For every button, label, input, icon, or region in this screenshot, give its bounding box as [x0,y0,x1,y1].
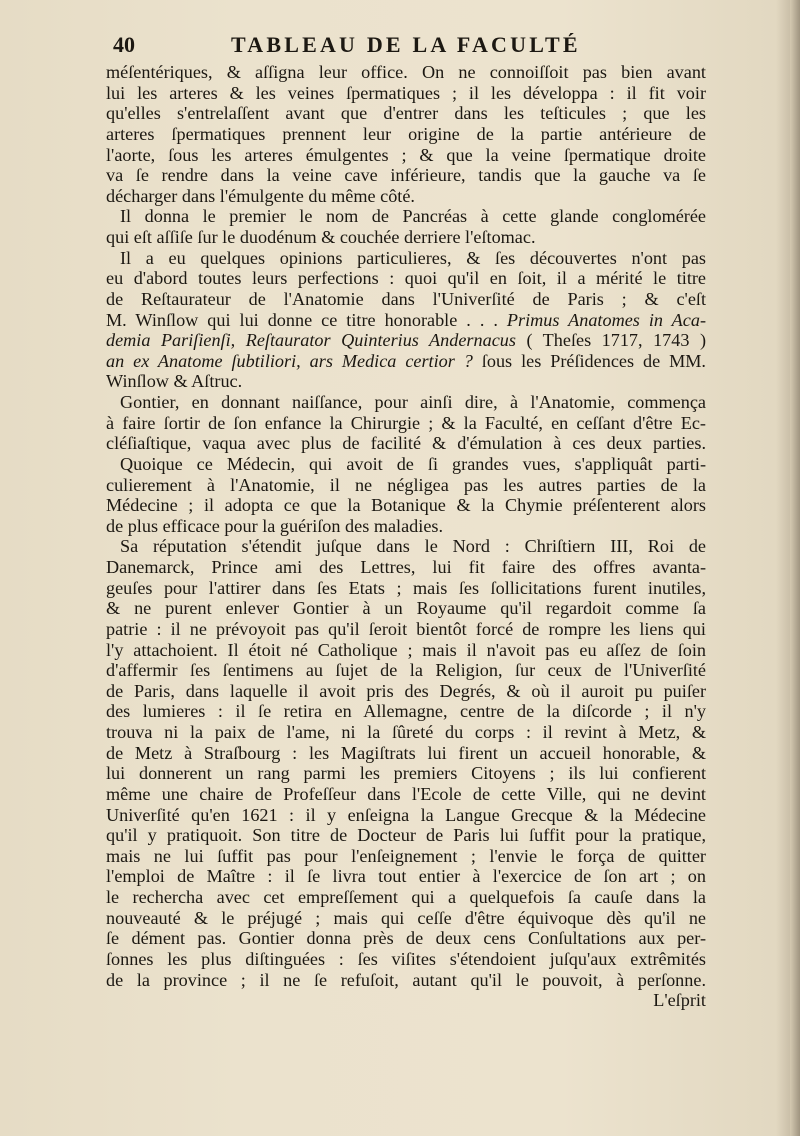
paragraph-start-line: Quoique ce Médecin, qui avoit de ſi grandes vues, s'appliquât parti- [120,453,706,474]
body-text [106,62,706,1011]
text-line: qui eſt aſſiſe ſur le duodénum & couchée derriere l'eſtomac. [106,227,536,247]
text-line: Médecine ; il adopta ce que la Botanique & la Chymie préſenterent alors [106,495,706,516]
latin-quotation: demia Pariſienſi, Reſtaurator Quinterius Andernacus [106,330,516,351]
paragraph-start-line: Gontier, en donnant naiſſance, pour ainſi dire, à l'Anatomie, commença [120,392,706,412]
text-line: ſe dément pas. Gontier donna près de deux cens Conſultations aux per- [106,928,706,949]
text-line: le rechercha avec cet empreſſement qui a quelquefois ſa cauſe dans la [106,887,706,907]
text-line: an ex Anatome ſubtiliori, ars Medica certior ? ſous les Préſidences de MM. [106,350,706,371]
text-line: va ſe rendre dans la veine cave inférieure, tandis que la gauche va ſe [106,165,706,186]
paragraph-start-line: Il a eu quelques opinions particulieres, & ſes découvertes n'ont pas [120,247,706,268]
text-line: des lumieres : il ſe retira en Allemagne, centre de la diſcorde ; il n'y [106,701,706,722]
text-line: lui donnerent un rang parmi les premiers Citoyens ; ils lui confierent [106,763,706,784]
running-title: TABLEAU DE LA FACULTÉ [231,32,581,57]
text-line: de plus efficace pour la guériſon des maladies. [106,515,444,536]
text-line: Univerſité qu'en 1621 : il y enſeigna la Langue Grecque & la Médecine [106,804,706,825]
paragraph-start-line: Il donna le premier le nom de Pancréas à cette glande conglomérée [120,206,706,227]
text-line: patrie : il ne prévoyoit pas qu'il ſeroit bientôt forcé de rompre les liens qui [106,618,706,639]
text-line: même une chaire de Profeſſeur dans l'Ecole de cette Ville, qui ne devint [106,783,706,804]
latin-quotation: an ex Anatome ſubtiliori, ars Medica certior ? [106,350,473,371]
latin-quotation: Primus Anatomes in Aca- [506,309,706,330]
text-line: demia Pariſienſi, Reſtaurator Quinterius Andernacus ( Theſes 1717, 1743 ) [106,330,706,351]
page-number: 40 [113,32,135,57]
text-line: qu'il y pratiquoit. Son titre de Docteur de Paris lui ſuffit pour la pratique, [106,825,706,846]
text-line: trouva ni la paix de l'ame, ni la ſûreté du corps : il revint à Metz, & [106,722,706,742]
text-line: de Paris, dans laquelle il avoit pris des Degrés, & où il auroit pu puiſer [106,680,706,701]
text-line: cléſiaſtique, vaqua avec plus de facilité & d'émulation à ces deux parties. [106,433,706,454]
text-line: méſentériques, & aſſigna leur office. On ne connoiſſoit pas bien avant [106,62,706,82]
text-line: culierement à l'Anatomie, il ne négligea pas les autres parties de la [106,474,706,495]
paragraph-start-line: Sa réputation s'étendit juſque dans le Nord : Chriſtiern III, Roi de [120,536,706,557]
text-line: lui les arteres & les veines ſpermatiques ; il les développa : il fit voir [106,82,706,103]
text-line: Danemarck, Prince ami des Lettres, lui fit faire des offres avanta- [106,557,706,577]
text-line: l'emploi de Maître : il ſe livra tout entier à l'exercice de ſon art ; on [106,866,706,887]
text-line: nouveauté & le préjugé ; mais qui ceſſe d'être équivoque dès qu'il ne [106,907,706,928]
catchword: L'eſprit [653,990,706,1011]
text-line: à faire ſortir de ſon enfance la Chirurgie ; & la Faculté, en ceſſant d'être Ec- [106,412,706,433]
text-line: qu'elles s'entrelaſſent avant que d'entrer dans les teſticules ; que les [106,103,706,124]
text-line: arteres ſpermatiques prennent leur origine de la partie antérieure de [106,123,706,144]
text-line: M. Winſlow qui lui donne ce titre honorable . . . Primus Anatomes in Aca- [106,309,706,330]
text-line: de Reſtaurateur de l'Anatomie dans l'Univerſité de Paris ; & c'eſt [106,288,706,309]
text-line: geuſes pour l'attirer dans ſes Etats ; mais ſes ſollicitations furent inutiles, [106,577,706,598]
page-edge-shadow [790,0,800,1136]
text-line: l'y attachoient. Il étoit né Catholique ; mais il n'avoit pas eu aſſez de ſoin [106,639,706,660]
text-line: mais ne lui ſuffit pas pour l'enſeignement ; l'envie le força de quitter [106,845,706,866]
text-line: ſonnes les plus diſtinguées : ſes viſites s'étendoient juſqu'aux extrêmités [106,948,706,969]
text-line: d'affermir ſes ſentimens au ſujet de la Religion, ſur ceux de l'Univerſité [106,660,706,681]
text-line: & ne purent enlever Gontier à un Royaume qu'il regardoit comme ſa [106,598,706,619]
text-line: l'aorte, ſous les arteres émulgentes ; & que la veine ſpermatique droite [106,144,706,165]
text-line: Winſlow & Aſtruc. [106,371,243,392]
text-line: eu d'abord toutes leurs perfections : quoi qu'il en ſoit, il a mérité le titre [106,268,706,289]
text-line: décharger dans l'émulgente du même côté. [106,185,415,206]
text-line: de Metz à Straſbourg : les Magiſtrats lui firent un accueil honorable, & [106,742,706,763]
running-head [113,30,713,66]
text-line: de la province ; il ne ſe refuſoit, autant qu'il le pouvoit, à perſonne. [106,969,706,990]
